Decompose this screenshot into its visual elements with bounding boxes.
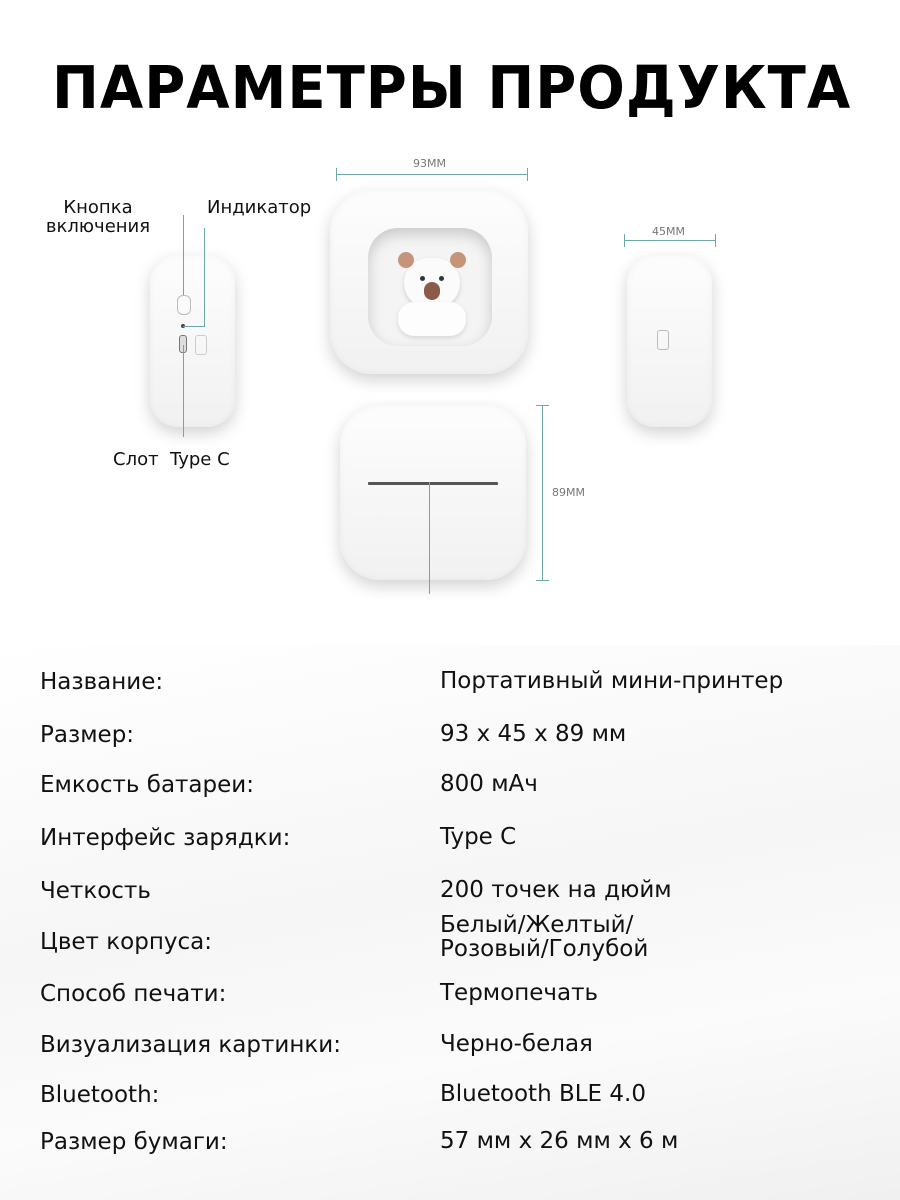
spec-value: Белый/Желтый/ Розовый/Голубой [440,912,649,962]
spec-value: 200 точек на дюйм [440,877,672,903]
spec-key: Четкость [40,878,151,904]
bear-ear-right-icon [450,252,466,268]
indicator-label: Индикатор [207,197,312,218]
spec-key: Интерфейс зарядки: [40,825,291,851]
usb-slot-callout-line [183,345,184,437]
spec-row [0,669,900,709]
side-vent-graphic [195,335,207,355]
spec-value: Черно-белая [440,1031,593,1057]
spec-row [0,1082,900,1122]
power-button-graphic [177,295,191,315]
spec-row [0,722,900,762]
height-dimension-label: 89MM [552,486,585,499]
power-button-callout-line [183,215,184,295]
height-dimension-line [542,405,543,580]
width-dimension-tick-right [527,168,528,181]
spec-key: Название: [40,669,164,695]
spec-key: Размер бумаги: [40,1129,228,1155]
bear-nose-icon [424,282,440,300]
usb-slot-label: Слот Type C [113,449,230,470]
printer-side-view-left [150,255,235,427]
depth-dimension-line [624,240,716,241]
spec-key: Bluetooth: [40,1082,160,1108]
spec-row [0,825,900,865]
indicator-callout-hline [183,326,205,327]
spec-value: Type C [440,824,517,850]
height-dimension-tick-top [536,405,549,406]
depth-dimension-tick-left [624,234,625,247]
width-dimension-tick-left [336,168,337,181]
bear-ear-left-icon [398,252,414,268]
spec-key: Размер: [40,722,135,748]
spec-key: Визуализация картинки: [40,1032,341,1058]
page-title: ПАРАМЕТРЫ ПРОДУКТА [52,54,852,123]
spec-row [0,1032,900,1072]
spec-row [0,913,900,969]
bear-head-icon [404,258,460,308]
spec-row [0,981,900,1021]
power-button-label: Кнопка включения [45,197,151,237]
specifications-table [0,645,900,1200]
spec-row [0,1129,900,1169]
printer-front-view [330,190,528,374]
paper-slot-callout-line [429,482,430,594]
spec-value: 800 мАч [440,771,538,797]
spec-row [0,772,900,812]
spec-value: Bluetooth BLE 4.0 [440,1081,646,1107]
spec-value: 57 мм x 26 мм x 6 м [440,1128,679,1154]
front-window [368,228,492,346]
spec-key: Цвет корпуса: [40,929,212,955]
height-dimension-tick-bottom [536,580,549,581]
depth-dimension-tick-right [715,234,716,247]
spec-value: 93 x 45 x 89 мм [440,721,627,747]
spec-value: Термопечать [440,980,599,1006]
paper-slot-graphic [368,482,498,485]
spec-key: Емкость батареи: [40,772,254,798]
side-vent-right-graphic [657,330,669,350]
depth-dimension-label: 45MM [652,225,685,238]
spec-value: Портативный мини-принтер [440,668,784,694]
bear-body-icon [398,302,466,336]
bear-eye-right-icon [439,276,444,281]
printer-top-view [340,405,526,580]
width-dimension-line [336,174,528,175]
spec-key: Способ печати: [40,981,227,1007]
printer-side-view-right [627,255,712,427]
width-dimension-label: 93MM [413,157,446,170]
bear-eye-left-icon [420,276,425,281]
indicator-callout-line [204,228,205,326]
